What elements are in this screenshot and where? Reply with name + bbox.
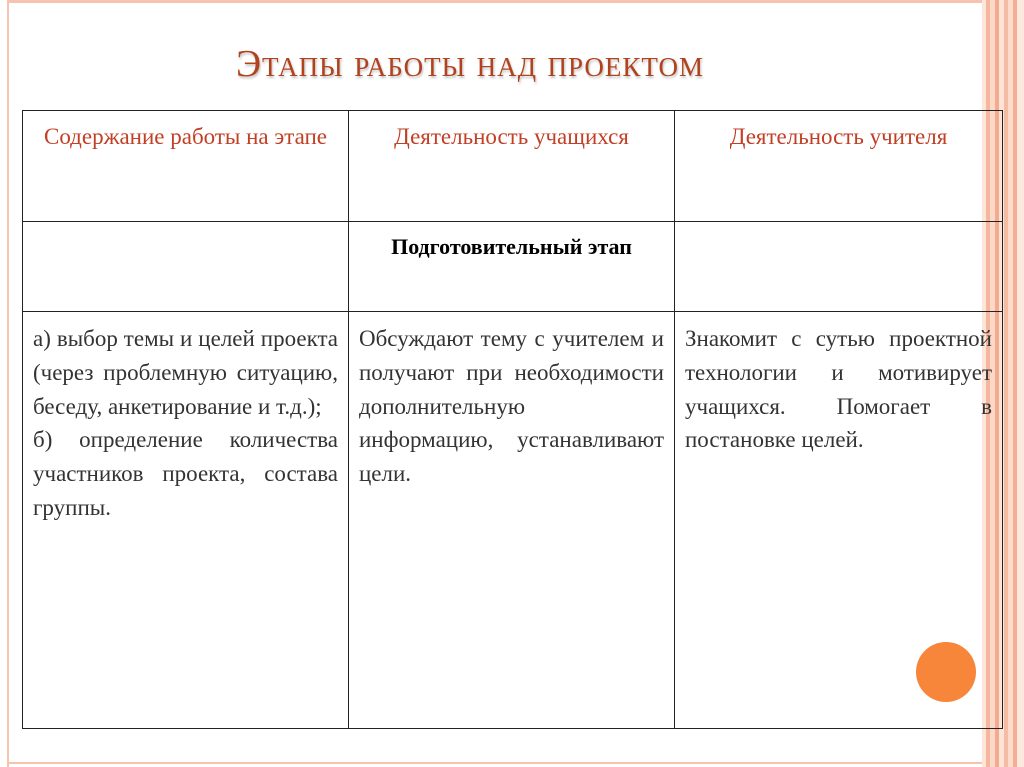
students-activity-text: Обсуждают тему с учителем и получают при необходимости дополнительную информацию, устанавливают цели. — [359, 326, 664, 487]
stages-table — [22, 110, 1003, 729]
table-header-row — [23, 111, 1003, 222]
table-row — [23, 312, 1003, 729]
header-students: Деятельность учащихся — [349, 111, 675, 222]
stage-cell-1 — [23, 222, 349, 312]
content-item-b: б) определение количества участников проекта, состава группы. — [33, 427, 338, 520]
slide-title: Этапы работы над проектом — [235, 43, 705, 85]
frame-left-line — [7, 0, 9, 767]
content-cell — [23, 312, 349, 729]
stage-row — [23, 222, 1003, 312]
header-content: Содержание работы на этапе — [23, 111, 349, 222]
teacher-activity-text: Знакомит с сутью проектной технологии и мотивирует учащихся. Помогает в постановке целей. — [685, 326, 992, 453]
stage-name: Подготовительный этап — [349, 222, 675, 312]
content-item-a: а) выбор темы и целей проекта (через проблемную ситуацию, беседу, анкетирование и т.д.); — [33, 326, 338, 419]
students-activity-cell — [349, 312, 675, 729]
frame-top-line — [7, 0, 982, 3]
decorative-circle — [916, 642, 976, 702]
header-teacher: Деятельность учителя — [675, 111, 1003, 222]
frame-bottom-line — [7, 762, 982, 764]
stage-cell-3 — [675, 222, 1003, 312]
